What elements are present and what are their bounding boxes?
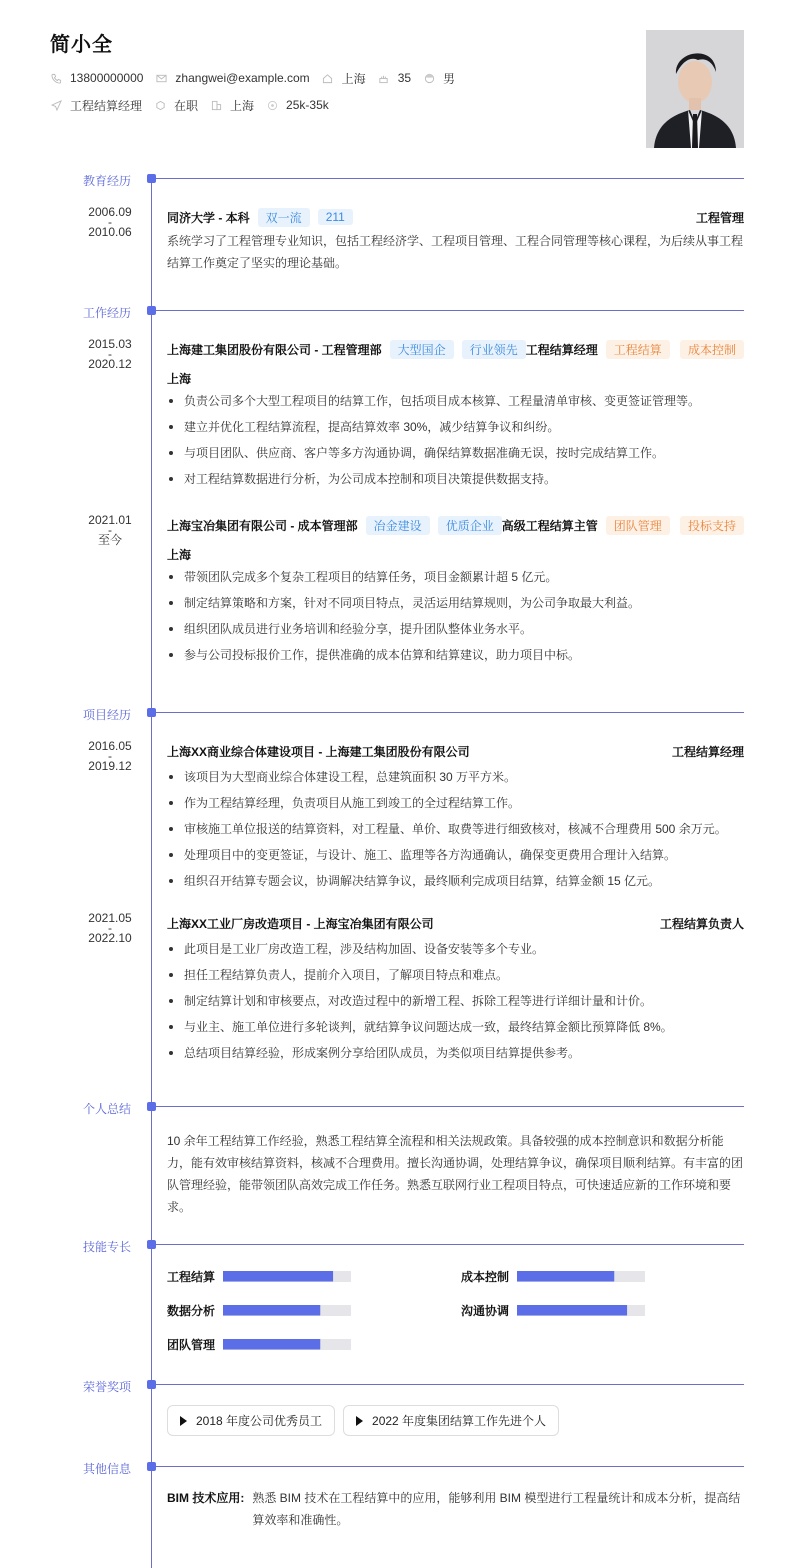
timeline-dot-icon bbox=[147, 1240, 156, 1249]
award-item bbox=[343, 1405, 559, 1436]
timeline-dot-icon bbox=[147, 306, 156, 315]
salary-icon bbox=[266, 99, 278, 111]
award-text: 2018 年度公司优秀员工 bbox=[196, 1414, 323, 1428]
list-item: 与项目团队、供应商、客户等多方沟通协调，确保结算数据准确无误，按时完成结算工作。 bbox=[167, 446, 744, 460]
project-bullets bbox=[167, 770, 744, 888]
skill-label: 数据分析 bbox=[167, 1303, 216, 1318]
skill-item bbox=[461, 1303, 645, 1317]
target-position-item bbox=[50, 97, 142, 114]
company-tag: 冶金建设 bbox=[366, 516, 430, 535]
skill-bar-fill bbox=[223, 1305, 320, 1316]
date-start: 2021.01 bbox=[88, 513, 132, 527]
section-divider bbox=[156, 310, 744, 311]
email-text: zhangwei@example.com bbox=[175, 71, 310, 85]
date-start: 2016.05 bbox=[88, 739, 132, 753]
list-item: 制定结算计划和审核要点，对改造过程中的新增工程、拆除工程等进行详细计量和计价。 bbox=[167, 994, 744, 1008]
section-divider bbox=[156, 1466, 744, 1467]
company-tag: 大型国企 bbox=[390, 340, 454, 359]
gender-icon bbox=[423, 72, 435, 84]
project-role: 工程结算负责人 bbox=[659, 916, 744, 931]
school-degree: 同济大学 - 本科 bbox=[167, 210, 250, 225]
list-item: 处理项目中的变更签证，与设计、施工、监理等各方沟通确认，确保变更费用合理计入结算。 bbox=[167, 848, 744, 862]
school-tag: 双一流 bbox=[258, 208, 310, 227]
summary-text: 10 余年工程结算工作经验，熟悉工程结算全流程和相关法规政策。具备较强的成本控制意识和数据分析能力，能有效审核结算资料，核减不合理费用。擅长沟通协调，处理结算争议，确保项目顺利结算。有丰富的团队管理经验，能带领团队高效完成工作任务。熟悉互联网行业工程项目特点，可快速适应新的工作环境和要求。 bbox=[167, 1134, 744, 1214]
date-end: 2019.12 bbox=[88, 759, 132, 773]
company-dept: 上海建工集团股份有限公司 - 工程管理部 bbox=[167, 342, 382, 357]
skill-bar-track bbox=[517, 1305, 645, 1316]
list-item: 与业主、施工单位进行多轮谈判，就结算争议问题达成一致，最终结算金额比预算降低 8%。 bbox=[167, 1020, 744, 1034]
work-head bbox=[167, 516, 744, 534]
skill-label: 沟通协调 bbox=[461, 1303, 510, 1318]
email-item bbox=[155, 71, 309, 85]
skill-bar-track bbox=[223, 1339, 351, 1350]
list-item: 对工程结算数据进行分析，为公司成本控制和项目决策提供数据支持。 bbox=[167, 472, 744, 486]
awards-list bbox=[167, 1405, 567, 1436]
list-item: 带领团队完成多个复杂工程项目的结算任务，项目金额累计超 5 亿元。 bbox=[167, 570, 744, 584]
project-entry bbox=[167, 914, 744, 1072]
section-title: 个人总结 bbox=[83, 1102, 132, 1116]
section-divider bbox=[156, 178, 744, 179]
list-item: 建立并优化工程结算流程，提高结算效率 30%，减少结算争议和纠纷。 bbox=[167, 420, 744, 434]
project-bullets bbox=[167, 942, 744, 1060]
section-title: 工作经历 bbox=[83, 306, 132, 320]
skill-item bbox=[461, 1269, 645, 1283]
status-text: 在职 bbox=[174, 98, 199, 113]
work-location: 上海 bbox=[167, 372, 192, 386]
target-city-text: 上海 bbox=[230, 98, 255, 113]
skill-bar-track bbox=[517, 1271, 645, 1282]
hometown-text: 上海 bbox=[341, 71, 366, 86]
list-item: 审核施工单位报送的结算资料，对工程量、单价、取费等进行细致核对，核减不合理费用 500 余万元。 bbox=[167, 822, 744, 836]
phone-icon bbox=[50, 72, 62, 84]
date-end: 至今 bbox=[97, 533, 122, 547]
project-entry bbox=[167, 742, 744, 900]
candidate-name: 简小全 bbox=[50, 34, 113, 56]
work-entry bbox=[167, 516, 744, 674]
work-entry bbox=[167, 340, 744, 498]
timeline-dot-icon bbox=[147, 1102, 156, 1111]
work-bullets bbox=[167, 394, 744, 486]
date-end: 2010.06 bbox=[88, 225, 132, 239]
building-icon bbox=[210, 99, 222, 111]
skill-bar-fill bbox=[517, 1305, 627, 1316]
project-role: 工程结算经理 bbox=[671, 744, 744, 759]
status-item bbox=[154, 97, 198, 114]
date-start: 2006.09 bbox=[88, 205, 132, 219]
list-item: 作为工程结算经理，负责项目从施工到竣工的全过程结算工作。 bbox=[167, 796, 744, 810]
send-icon bbox=[50, 99, 62, 111]
timeline-dot-icon bbox=[147, 174, 156, 183]
section-title: 技能专长 bbox=[83, 1240, 132, 1254]
gender-text: 男 bbox=[443, 71, 456, 86]
section-divider bbox=[156, 1244, 744, 1245]
salary-item bbox=[266, 98, 329, 112]
work-head bbox=[167, 340, 744, 358]
contact-row bbox=[50, 71, 467, 85]
major: 工程管理 bbox=[695, 210, 744, 225]
skill-bar-fill bbox=[223, 1271, 333, 1282]
list-item: 此项目是工业厂房改造工程，涉及结构加固、设备安装等多个专业。 bbox=[167, 942, 744, 956]
gender-item bbox=[423, 70, 455, 87]
date-end: 2020.12 bbox=[88, 357, 132, 371]
date-separator: - bbox=[108, 921, 112, 935]
skill-bar-track bbox=[223, 1305, 351, 1316]
date-separator: - bbox=[108, 523, 112, 537]
education-entry bbox=[167, 208, 744, 274]
job-position: 工程结算经理 bbox=[525, 342, 598, 357]
other-info-text: 熟悉 BIM 技术在工程结算中的应用，能够利用 BIM 模型进行工程量统计和成本分析，提高结算效率和准确性。 bbox=[252, 1491, 741, 1527]
project-name: 上海XX工业厂房改造项目 - 上海宝冶集团有限公司 bbox=[167, 916, 434, 931]
list-item: 参与公司投标报价工作，提供准确的成本估算和结算建议，助力项目中标。 bbox=[167, 648, 744, 662]
timeline-line bbox=[151, 178, 152, 1568]
list-item: 组织团队成员进行业务培训和经验分享，提升团队整体业务水平。 bbox=[167, 622, 744, 636]
triangle-right-icon bbox=[180, 1416, 187, 1426]
portrait-image bbox=[646, 30, 744, 148]
school-tag: 211 bbox=[318, 209, 353, 225]
skill-label: 成本控制 bbox=[461, 1269, 510, 1284]
age-icon bbox=[378, 72, 390, 84]
timeline-dot-icon bbox=[147, 708, 156, 717]
status-icon bbox=[154, 99, 166, 111]
skill-item bbox=[167, 1303, 351, 1317]
phone-text: 13800000000 bbox=[70, 71, 144, 85]
list-item: 负责公司多个大型工程项目的结算工作，包括项目成本核算、工程量清单审核、变更签证管理等。 bbox=[167, 394, 744, 408]
work-date bbox=[72, 514, 148, 546]
age-text: 35 bbox=[397, 71, 412, 85]
list-item: 制定结算策略和方案，针对不同项目特点，灵活运用结算规则，为公司争取最大利益。 bbox=[167, 596, 744, 610]
list-item: 担任工程结算负责人，提前介入项目，了解项目特点和难点。 bbox=[167, 968, 744, 982]
section-title: 项目经历 bbox=[83, 708, 132, 722]
section-title: 荣誉奖项 bbox=[83, 1380, 132, 1394]
position-tag: 团队管理 bbox=[606, 516, 670, 535]
date-separator: - bbox=[108, 749, 112, 763]
education-description: 系统学习了工程管理专业知识，包括工程经济学、工程项目管理、工程合同管理等核心课程，为后续从事工程结算工作奠定了坚实的理论基础。 bbox=[167, 234, 744, 270]
target-city-item bbox=[210, 97, 254, 114]
work-location: 上海 bbox=[167, 548, 192, 562]
date-start: 2015.03 bbox=[88, 337, 132, 351]
skill-bar-track bbox=[223, 1271, 351, 1282]
skill-bar-fill bbox=[223, 1339, 320, 1350]
skill-label: 团队管理 bbox=[167, 1337, 216, 1352]
home-icon bbox=[322, 72, 334, 84]
date-separator: - bbox=[108, 347, 112, 361]
resume-header bbox=[50, 28, 467, 112]
project-head bbox=[167, 742, 744, 760]
award-text: 2022 年度集团结算工作先进个人 bbox=[372, 1414, 547, 1428]
project-date bbox=[72, 912, 148, 944]
section-divider bbox=[156, 1106, 744, 1107]
education-date bbox=[72, 206, 148, 238]
company-dept: 上海宝冶集团有限公司 - 成本管理部 bbox=[167, 518, 358, 533]
skill-item bbox=[167, 1337, 351, 1351]
company-tag: 行业领先 bbox=[462, 340, 526, 359]
section-divider bbox=[156, 1384, 744, 1385]
summary-entry bbox=[167, 1126, 744, 1218]
work-bullets bbox=[167, 570, 744, 662]
company-tag: 优质企业 bbox=[438, 516, 502, 535]
profile-photo bbox=[646, 30, 744, 148]
job-intent-row bbox=[50, 98, 467, 112]
timeline-dot-icon bbox=[147, 1462, 156, 1471]
skill-bar-fill bbox=[517, 1271, 614, 1282]
section-title: 教育经历 bbox=[83, 174, 132, 188]
triangle-right-icon bbox=[356, 1416, 363, 1426]
education-head bbox=[167, 208, 744, 226]
target-position-text: 工程结算经理 bbox=[70, 98, 143, 113]
position-tag: 工程结算 bbox=[606, 340, 670, 359]
project-date bbox=[72, 740, 148, 772]
salary-text: 25k-35k bbox=[286, 98, 329, 112]
age-item bbox=[378, 71, 411, 85]
skill-item bbox=[167, 1269, 351, 1283]
project-head bbox=[167, 914, 744, 932]
section-title: 其他信息 bbox=[83, 1462, 132, 1476]
project-name: 上海XX商业综合体建设项目 - 上海建工集团股份有限公司 bbox=[167, 744, 470, 759]
hometown-item bbox=[322, 70, 366, 87]
list-item: 该项目为大型商业综合体建设工程，总建筑面积 30 万平方米。 bbox=[167, 770, 744, 784]
job-position: 高级工程结算主管 bbox=[501, 518, 598, 533]
work-date bbox=[72, 338, 148, 370]
list-item: 总结项目结算经验，形成案例分享给团队成员，为类似项目结算提供参考。 bbox=[167, 1046, 744, 1060]
section-divider bbox=[156, 712, 744, 713]
mail-icon bbox=[155, 72, 167, 84]
list-item: 组织召开结算专题会议，协调解决结算争议，最终顺利完成项目结算，结算金额 15 亿元。 bbox=[167, 874, 744, 888]
other-info-label: BIM 技术应用: bbox=[167, 1491, 245, 1505]
position-tag: 投标支持 bbox=[680, 516, 744, 535]
date-end: 2022.10 bbox=[88, 931, 132, 945]
other-info-item bbox=[167, 1487, 744, 1531]
award-item bbox=[167, 1405, 335, 1436]
timeline-dot-icon bbox=[147, 1380, 156, 1389]
position-tag: 成本控制 bbox=[680, 340, 744, 359]
skill-label: 工程结算 bbox=[167, 1269, 216, 1284]
phone-item bbox=[50, 71, 143, 85]
date-separator: - bbox=[108, 215, 112, 229]
date-start: 2021.05 bbox=[88, 911, 132, 925]
